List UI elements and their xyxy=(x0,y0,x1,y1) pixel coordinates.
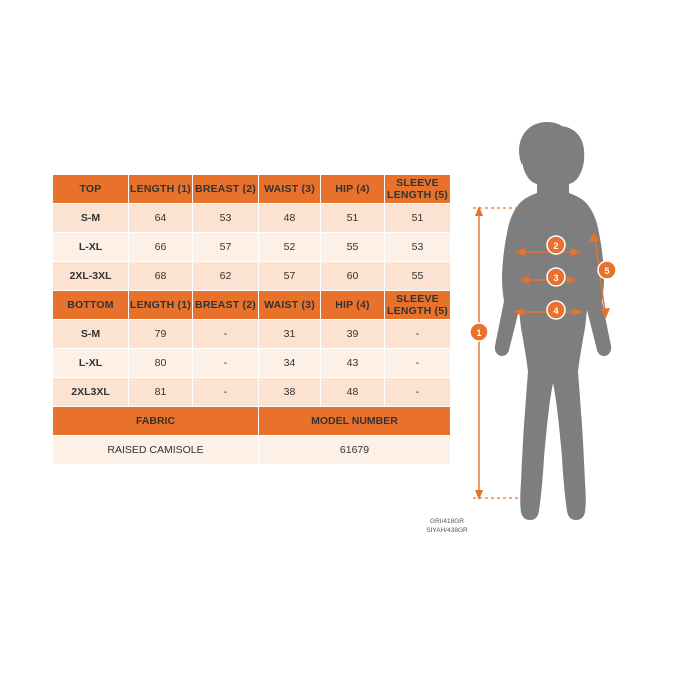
table-row xyxy=(53,320,451,349)
table-row xyxy=(53,233,451,262)
row-label: L-XL xyxy=(53,349,129,378)
table-row xyxy=(53,349,451,378)
marker-badge-4 xyxy=(547,301,565,319)
cell-length: 79 xyxy=(129,320,193,349)
header-cell-bottom: BOTTOM xyxy=(53,291,129,320)
cell-length: 81 xyxy=(129,378,193,407)
marker-label-4: 4 xyxy=(553,306,559,316)
cell-length: 80 xyxy=(129,349,193,378)
cell-hip: 43 xyxy=(321,349,385,378)
cell-waist: 57 xyxy=(259,262,321,291)
bottom-header-row xyxy=(53,291,451,320)
header-cell-waist: WAIST (3) xyxy=(259,175,321,204)
cell-waist: 52 xyxy=(259,233,321,262)
product-code-line-2: SIYAH/438GR xyxy=(426,526,468,534)
row-label: 2XL-3XL xyxy=(53,262,129,291)
cell-breast: - xyxy=(193,349,259,378)
header-cell-fabric: FABRIC xyxy=(53,407,259,436)
cell-fabric-value: RAISED CAMISOLE xyxy=(53,436,259,465)
cell-waist: 31 xyxy=(259,320,321,349)
footer-header-row xyxy=(53,407,451,436)
cell-sleeve: 55 xyxy=(385,262,451,291)
cell-hip: 51 xyxy=(321,204,385,233)
cell-breast: 53 xyxy=(193,204,259,233)
header-cell-sleeve-length: SLEEVE LENGTH (5) xyxy=(385,175,451,204)
measurement-figure xyxy=(455,120,675,540)
row-label: L-XL xyxy=(53,233,129,262)
marker-label-2: 2 xyxy=(553,241,559,251)
marker-badge-5 xyxy=(598,261,616,279)
cell-waist: 34 xyxy=(259,349,321,378)
row-label: S-M xyxy=(53,320,129,349)
cell-length: 66 xyxy=(129,233,193,262)
silhouette-body xyxy=(495,122,611,520)
marker-badge-3 xyxy=(547,268,565,286)
cell-waist: 38 xyxy=(259,378,321,407)
cell-length: 68 xyxy=(129,262,193,291)
cell-breast: - xyxy=(193,320,259,349)
cell-hip: 55 xyxy=(321,233,385,262)
marker-label-5: 5 xyxy=(604,266,610,276)
row-label: 2XL3XL xyxy=(53,378,129,407)
header-cell-breast: BREAST (2) xyxy=(193,291,259,320)
cell-waist: 48 xyxy=(259,204,321,233)
cell-hip: 60 xyxy=(321,262,385,291)
size-table xyxy=(52,174,451,465)
cell-length: 64 xyxy=(129,204,193,233)
footer-value-row xyxy=(53,436,451,465)
table-row xyxy=(53,378,451,407)
cell-hip: 48 xyxy=(321,378,385,407)
row-label: S-M xyxy=(53,204,129,233)
header-cell-sleeve-length: SLEEVE LENGTH (5) xyxy=(385,291,451,320)
header-cell-waist: WAIST (3) xyxy=(259,291,321,320)
cell-breast: 57 xyxy=(193,233,259,262)
size-table-container xyxy=(52,174,450,465)
cell-sleeve: 53 xyxy=(385,233,451,262)
header-cell-length: LENGTH (1) xyxy=(129,175,193,204)
header-cell-model-number: MODEL NUMBER xyxy=(259,407,451,436)
top-header-row xyxy=(53,175,451,204)
header-cell-hip: HIP (4) xyxy=(321,175,385,204)
cell-model-number-value: 61679 xyxy=(259,436,451,465)
cell-hip: 39 xyxy=(321,320,385,349)
marker-badge-2 xyxy=(547,236,565,254)
marker-label-3: 3 xyxy=(553,273,559,283)
product-code-line-1: GRI/418GR xyxy=(430,518,464,525)
cell-sleeve: - xyxy=(385,320,451,349)
header-cell-hip: HIP (4) xyxy=(321,291,385,320)
cell-breast: 62 xyxy=(193,262,259,291)
marker-badge-1 xyxy=(470,323,488,341)
marker-label-1: 1 xyxy=(476,328,482,338)
product-code-block xyxy=(404,518,490,536)
header-cell-length: LENGTH (1) xyxy=(129,291,193,320)
cell-sleeve: - xyxy=(385,349,451,378)
cell-breast: - xyxy=(193,378,259,407)
table-row xyxy=(53,262,451,291)
header-cell-breast: BREAST (2) xyxy=(193,175,259,204)
body-shape xyxy=(495,126,611,520)
cell-sleeve: - xyxy=(385,378,451,407)
header-cell-top: TOP xyxy=(53,175,129,204)
table-row xyxy=(53,204,451,233)
measure-line-length xyxy=(475,206,483,500)
cell-sleeve: 51 xyxy=(385,204,451,233)
